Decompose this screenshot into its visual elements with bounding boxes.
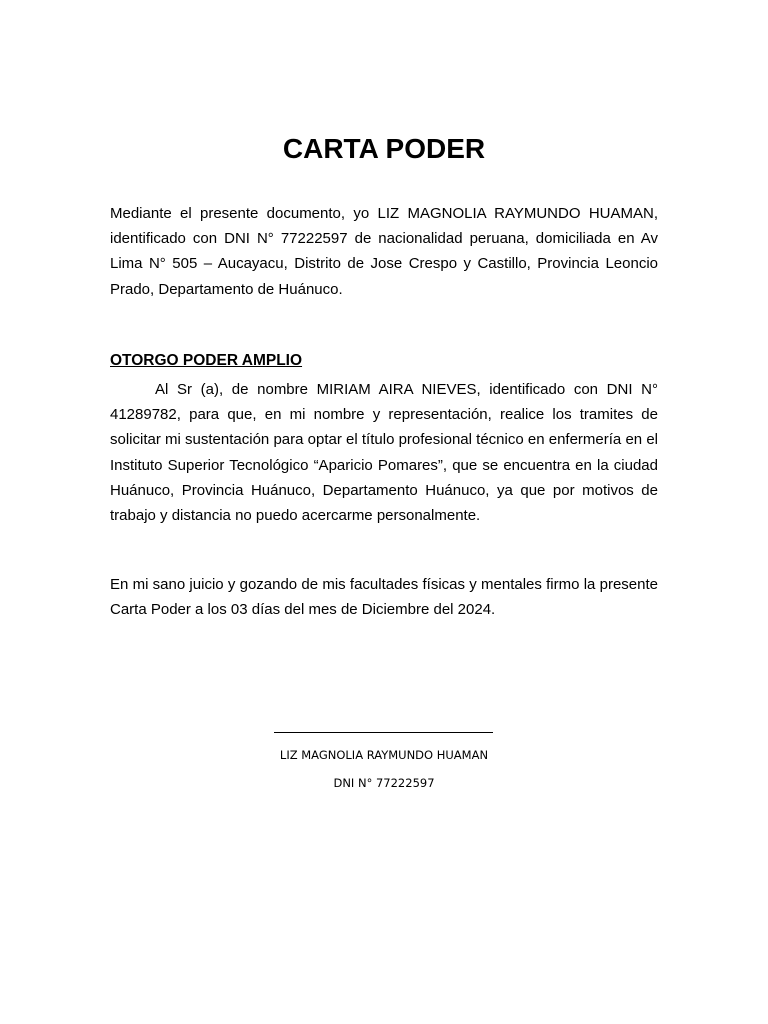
closing-paragraph: En mi sano juicio y gozando de mis facultades físicas y mentales firmo la presente Carta Poder a los 03 días del mes de Diciembre del 2024. — [110, 576, 658, 619]
intro-paragraph: Mediante el presente documento, yo LIZ MAGNOLIA RAYMUNDO HUAMAN, identificado con DNI N° 77222597 de nacionalidad peruana, domiciliada en Av Lima N° 505 – Aucayacu, Distrito de Jose Crespo y Castillo, Provincia Leoncio Prado, Departamento de Huánuco. — [110, 205, 658, 298]
signature-name: LIZ MAGNOLIA RAYMUNDO HUAMAN — [279, 748, 489, 762]
document-title: CARTA PODER — [282, 133, 486, 164]
section-heading: OTORGO PODER AMPLIO — [110, 352, 303, 369]
grant-paragraph: Al Sr (a), de nombre MIRIAM AIRA NIEVES, identificado con DNI N° 41289782, para que, en mi nombre y representación, realice los tramites de solicitar mi sustentación para optar el título profesional técnico en enfermería en el Instituto Superior Tecnológico “Aparicio Pomares”, que se encuentra en la ciudad Huánuco, Provincia Huánuco, Departamento Huánuco, ya que por motivos de trabajo y distancia no puedo acercarme personalmente. — [110, 381, 658, 525]
signature-dni: DNI N° 77222597 — [333, 776, 435, 790]
signature-line — [274, 732, 493, 733]
